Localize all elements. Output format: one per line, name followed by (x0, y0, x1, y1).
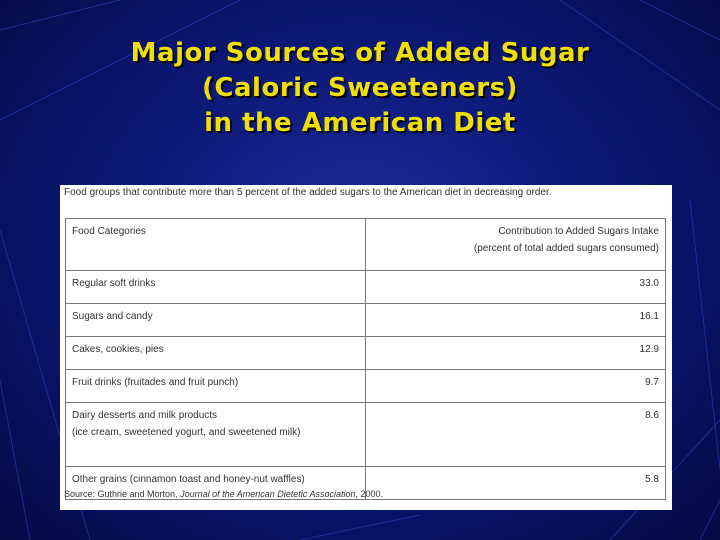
row-category-line2: (ice cream, sweetened yogurt, and sweetened milk) (72, 427, 301, 438)
slide-title (0, 36, 720, 141)
row-value: 5.8 (366, 467, 666, 500)
header-food-categories: Food Categories (66, 219, 366, 271)
source-prefix: Source: Guthrie and Morton, (64, 489, 181, 499)
source-journal: Journal of the American Dietetic Association (180, 489, 356, 499)
table-row (66, 370, 666, 403)
added-sugar-table (65, 218, 666, 500)
table-source (64, 489, 383, 499)
row-category: Cakes, cookies, pies (66, 337, 366, 370)
header-contribution-line2: (percent of total added sugars consumed) (473, 243, 659, 254)
table-row (66, 271, 666, 304)
table-row (66, 337, 666, 370)
row-category: Regular soft drinks (66, 271, 366, 304)
row-category: Sugars and candy (66, 304, 366, 337)
row-category-line1: Dairy desserts and milk products (72, 410, 218, 421)
table-caption: Food groups that contribute more than 5 percent of the added sugars to the American diet in decreasing order. (64, 187, 552, 198)
row-value: 33.0 (366, 271, 666, 304)
table-row (66, 304, 666, 337)
row-value: 9.7 (366, 370, 666, 403)
header-contribution-line1: Contribution to Added Sugars Intake (498, 226, 659, 237)
header-contribution (366, 219, 666, 271)
row-category: Fruit drinks (fruitades and fruit punch) (66, 370, 366, 403)
title-line-2: (Caloric Sweeteners) (202, 73, 518, 103)
title-line-3: in the American Diet (204, 108, 516, 138)
source-suffix: , 2000. (355, 489, 384, 499)
table-row (66, 403, 666, 467)
table-header-row (66, 219, 666, 271)
title-line-1: Major Sources of Added Sugar (130, 38, 590, 68)
row-category (66, 403, 366, 467)
row-value: 8.6 (366, 403, 666, 467)
row-value: 12.9 (366, 337, 666, 370)
table-panel (60, 185, 672, 510)
row-value: 16.1 (366, 304, 666, 337)
row-category: Other grains (cinnamon toast and honey-nut waffles) (66, 467, 366, 500)
